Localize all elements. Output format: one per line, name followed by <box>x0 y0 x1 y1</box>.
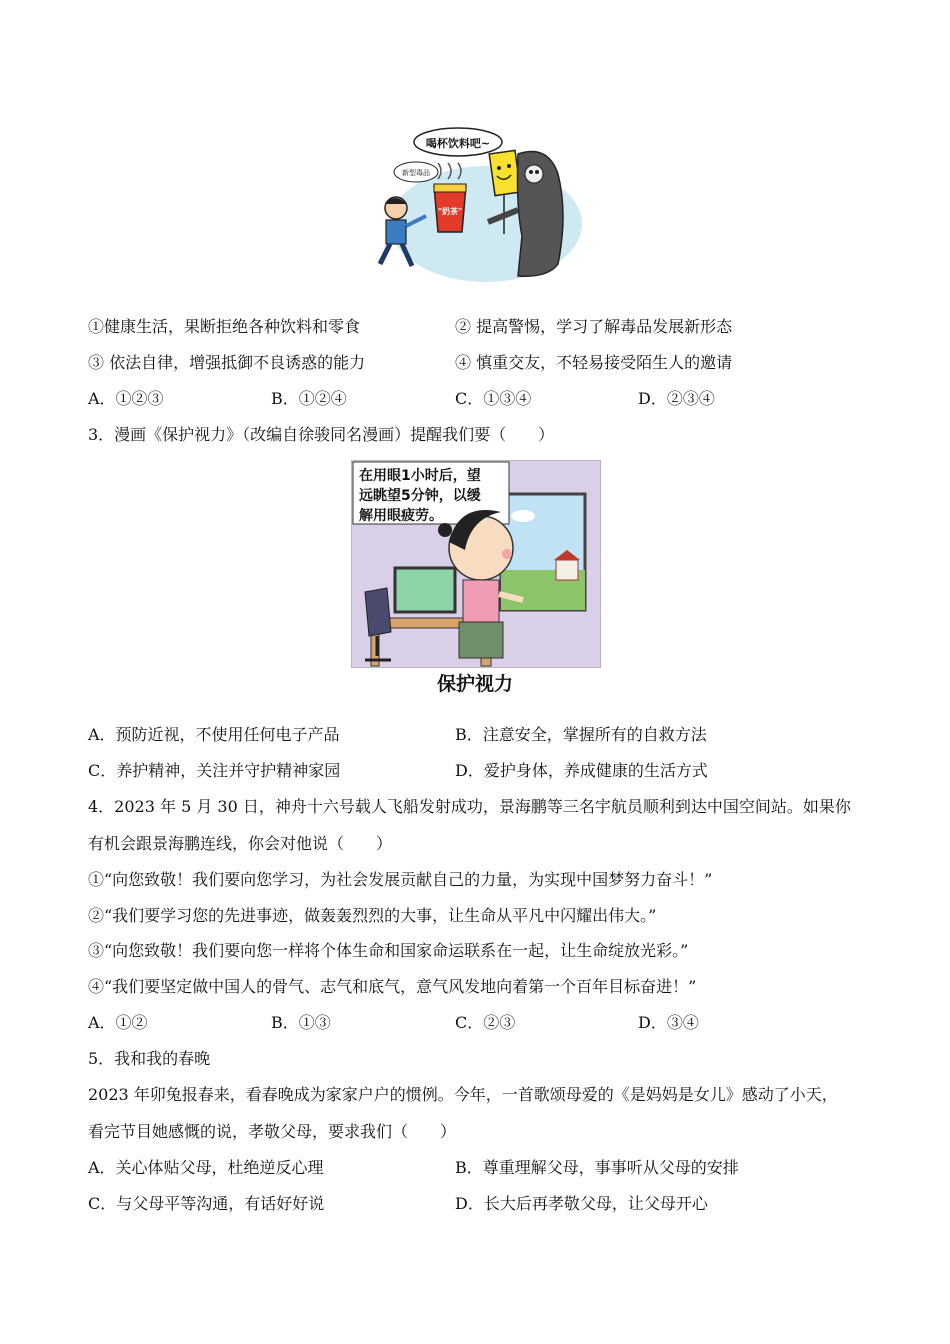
chair <box>365 588 391 636</box>
q3-option-d[interactable]: D．爱护身体，养成健康的生活方式 <box>455 761 708 780</box>
q2-statement-4: ④ 慎重交友，不轻易接受陌生人的邀请 <box>455 353 733 372</box>
q2-option-b[interactable]: B．①②④ <box>271 389 347 408</box>
q5-option-c[interactable]: C．与父母平等沟通，有话好好说 <box>88 1194 325 1213</box>
q4-option-c[interactable]: C．②③ <box>455 1013 516 1032</box>
q2-option-c[interactable]: C．①③④ <box>455 389 532 408</box>
q2-statement-1: ①健康生活，果断拒绝各种饮料和零食 <box>88 317 361 336</box>
q4-statement-3: ③“向您致敬！我们要向您一样将个体生命和国家命运联系在一起，让生命绽放光彩。” <box>88 941 689 960</box>
q2-option-a[interactable]: A．①②③ <box>88 389 164 408</box>
q3-option-b[interactable]: B．注意安全，掌握所有的自救方法 <box>455 725 707 744</box>
q4-stem-line-1: 4．2023 年 5 月 30 日，神舟十六号载人飞船发射成功，景海鹏等三名宇航员顺利到达中国空间站。如果你 <box>88 797 851 816</box>
comic-text-line-2: 远眺望5分钟，以缓 <box>359 488 481 504</box>
smiley-sign <box>489 150 521 195</box>
boy-body <box>386 220 406 244</box>
skull <box>525 165 543 183</box>
q4-option-a[interactable]: A．①② <box>88 1013 148 1032</box>
q4-statement-1: ①“向您致敬！我们要向您学习，为社会发展贡献自己的力量，为实现中国梦努力奋斗！” <box>88 870 713 889</box>
drug-cartoon-figure <box>368 124 584 288</box>
q2-statement-2: ② 提高警惕，学习了解毒品发展新形态 <box>455 317 733 336</box>
comic-text-line-1: 在用眼1小时后，望 <box>359 468 481 484</box>
q4-stem-line-2: 有机会跟景海鹏连线，你会对他说（ ） <box>88 834 393 853</box>
q5-option-b[interactable]: B．尊重理解父母，事事听从父母的安排 <box>455 1158 739 1177</box>
monitor <box>395 568 455 612</box>
new-drug-label: 新型毒品 <box>402 169 430 177</box>
q3-option-a[interactable]: A．预防近视，不使用任何电子产品 <box>88 725 340 744</box>
cup-label: "奶茶" <box>437 207 463 216</box>
q5-paragraph-line-1: 2023 年卯兔报春来，看春晚成为家家户户的惯例。今年，一首歌颂母爱的《是妈妈是女儿》感动了小天， <box>88 1085 838 1104</box>
q5-title: 5．我和我的春晚 <box>88 1049 211 1068</box>
q2-statement-3: ③ 依法自律，增强抵御不良诱惑的能力 <box>88 353 366 372</box>
eye-care-comic <box>351 460 601 668</box>
comic-title: 保护视力 <box>436 673 513 695</box>
q3-option-c[interactable]: C．养护精神，关注并守护精神家园 <box>88 761 341 780</box>
q5-paragraph-line-2: 看完节目她感慨的说，孝敬父母，要求我们（ ） <box>88 1122 457 1141</box>
q4-statement-2: ②“我们要学习您的先进事迹，做轰轰烈烈的大事，让生命从平凡中闪耀出伟大。” <box>88 906 657 925</box>
q5-option-d[interactable]: D．长大后再孝敬父母，让父母开心 <box>455 1194 708 1213</box>
comic-text-line-3: 解用眼疲劳。 <box>359 508 443 524</box>
q4-statement-4: ④“我们要坚定做中国人的骨气、志气和底气，意气风发地向着第一个百年目标奋进！” <box>88 977 697 996</box>
q5-option-a[interactable]: A．关心体贴父母，杜绝逆反心理 <box>88 1158 324 1177</box>
q4-option-b[interactable]: B．①③ <box>271 1013 331 1032</box>
speech-bubble-text: 喝杯饮料吧~ <box>425 137 491 150</box>
girl-body <box>463 580 499 622</box>
q4-option-d[interactable]: D．③④ <box>638 1013 699 1032</box>
q3-stem: 3．漫画《保护视力》（改编自徐骏同名漫画）提醒我们要（ ） <box>88 425 555 444</box>
q2-option-d[interactable]: D．②③④ <box>638 389 715 408</box>
